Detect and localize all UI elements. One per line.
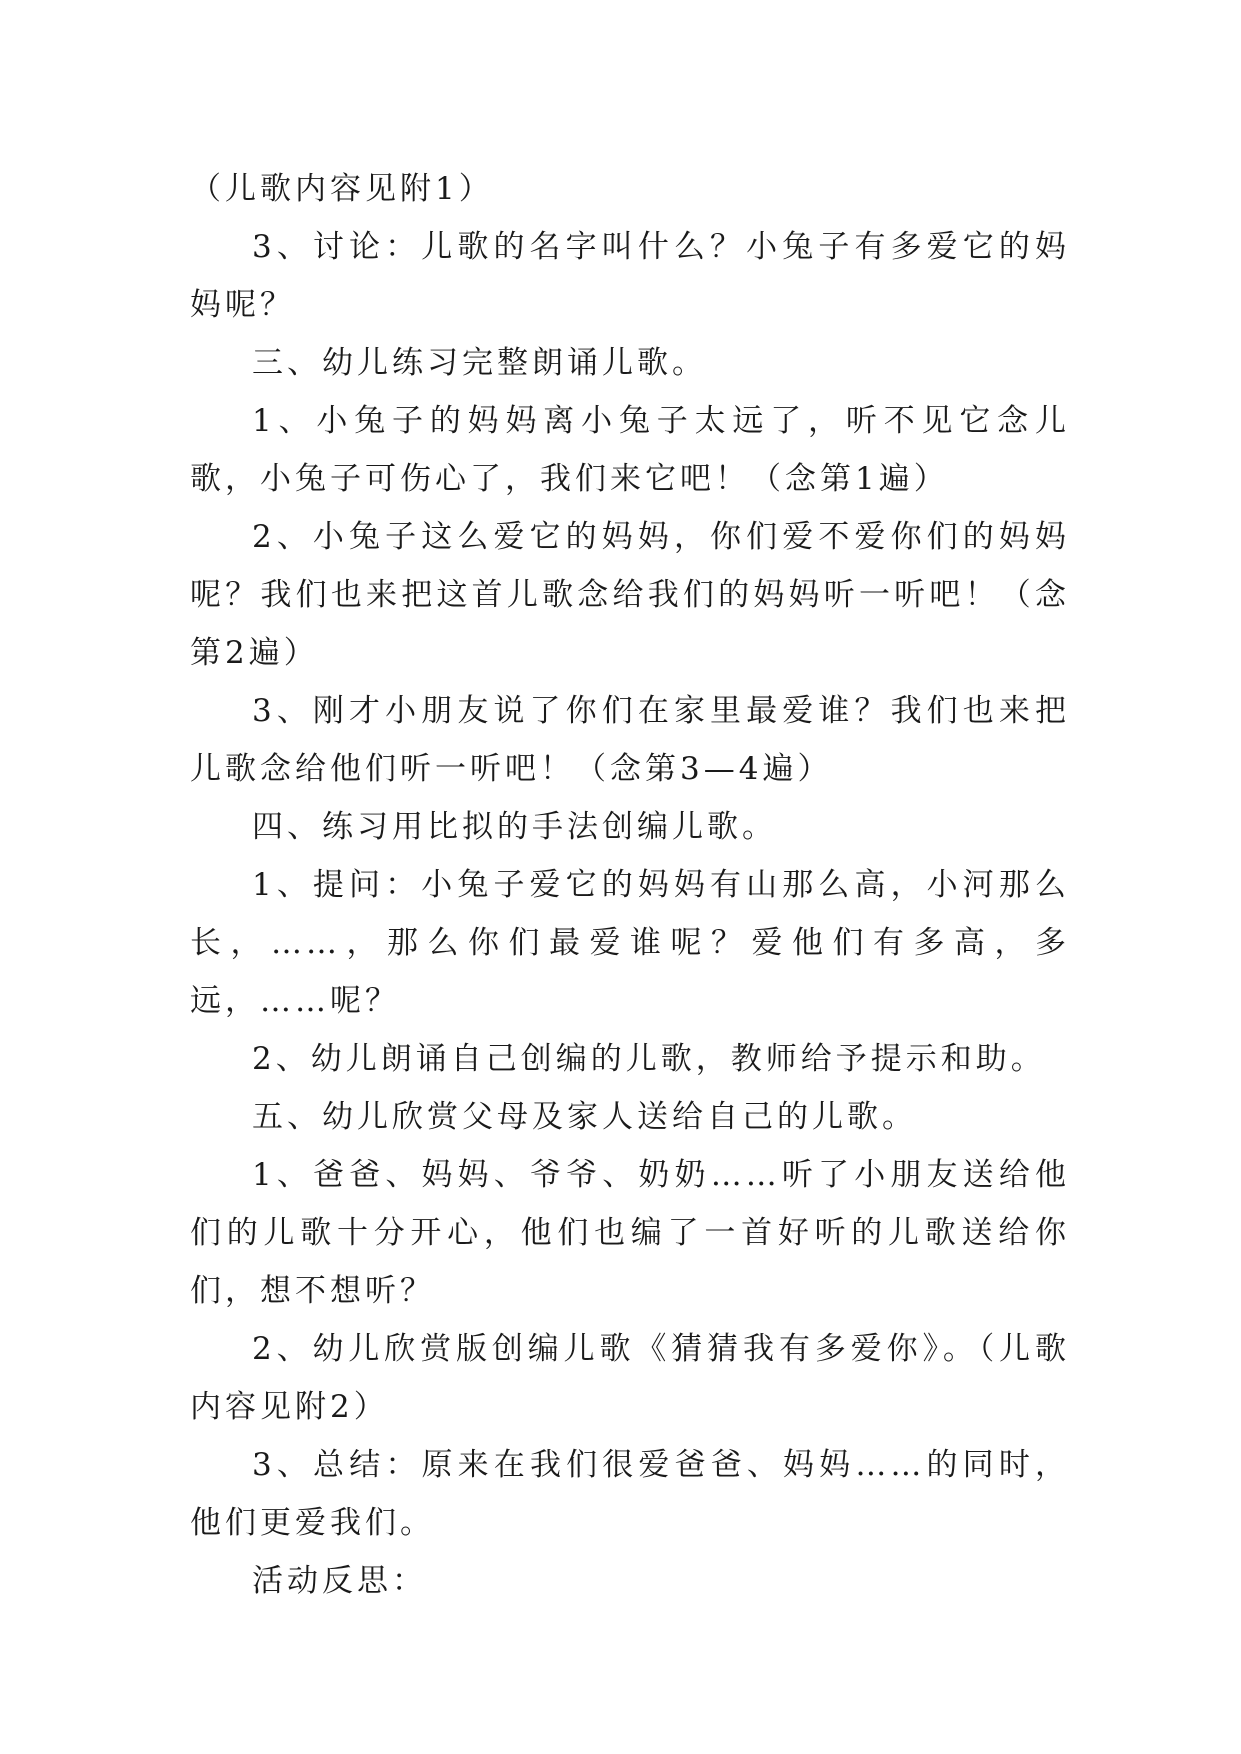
document-body [190,160,1070,1610]
paragraph-appreciation-2: 2、幼儿欣赏版创编儿歌《猜猜我有多爱你》。（儿歌内容见附2） [190,1331,1070,1425]
paragraph-discussion: 3、讨论：儿歌的名字叫什么？小兔子有多爱它的妈妈呢？ [190,229,1070,323]
paragraph-recitation-2: 2、小兔子这么爱它的妈妈，你们爱不爱你们的妈妈呢？我们也来把这首儿歌念给我们的妈妈听一听吧！（念第2遍） [190,519,1070,671]
paragraph-creation-2: 2、幼儿朗诵自己创编的儿歌，教师给予提示和助。 [252,1041,1046,1077]
section-heading-appreciation: 五、幼儿欣赏父母及家人送给自己的儿歌。 [252,1099,917,1135]
paragraph-appreciation-1: 1、爸爸、妈妈、爷爷、奶奶……听了小朋友送给他们的儿歌十分开心，他们也编了一首好听的儿歌送给你们，想不想听？ [190,1157,1070,1309]
paragraph-attachment-note: （儿歌内容见附1） [190,171,494,207]
paragraph-summary: 3、总结：原来在我们很爱爸爸、妈妈……的同时，他们更爱我们。 [190,1447,1070,1541]
paragraph-recitation-1: 1、小兔子的妈妈离小兔子太远了，听不见它念儿歌，小兔子可伤心了，我们来它吧！（念第1遍） [190,403,1070,497]
section-heading-creation: 四、练习用比拟的手法创编儿歌。 [252,809,777,845]
paragraph-reflection-heading: 活动反思： [252,1563,427,1599]
section-heading-recitation: 三、幼儿练习完整朗诵儿歌。 [252,345,707,381]
paragraph-creation-1: 1、提问：小兔子爱它的妈妈有山那么高，小河那么长，……，那么你们最爱谁呢？爱他们有多高，多远，……呢？ [190,867,1070,1019]
paragraph-recitation-3: 3、刚才小朋友说了你们在家里最爱谁？我们也来把儿歌念给他们听一听吧！（念第3—4遍） [190,693,1070,787]
